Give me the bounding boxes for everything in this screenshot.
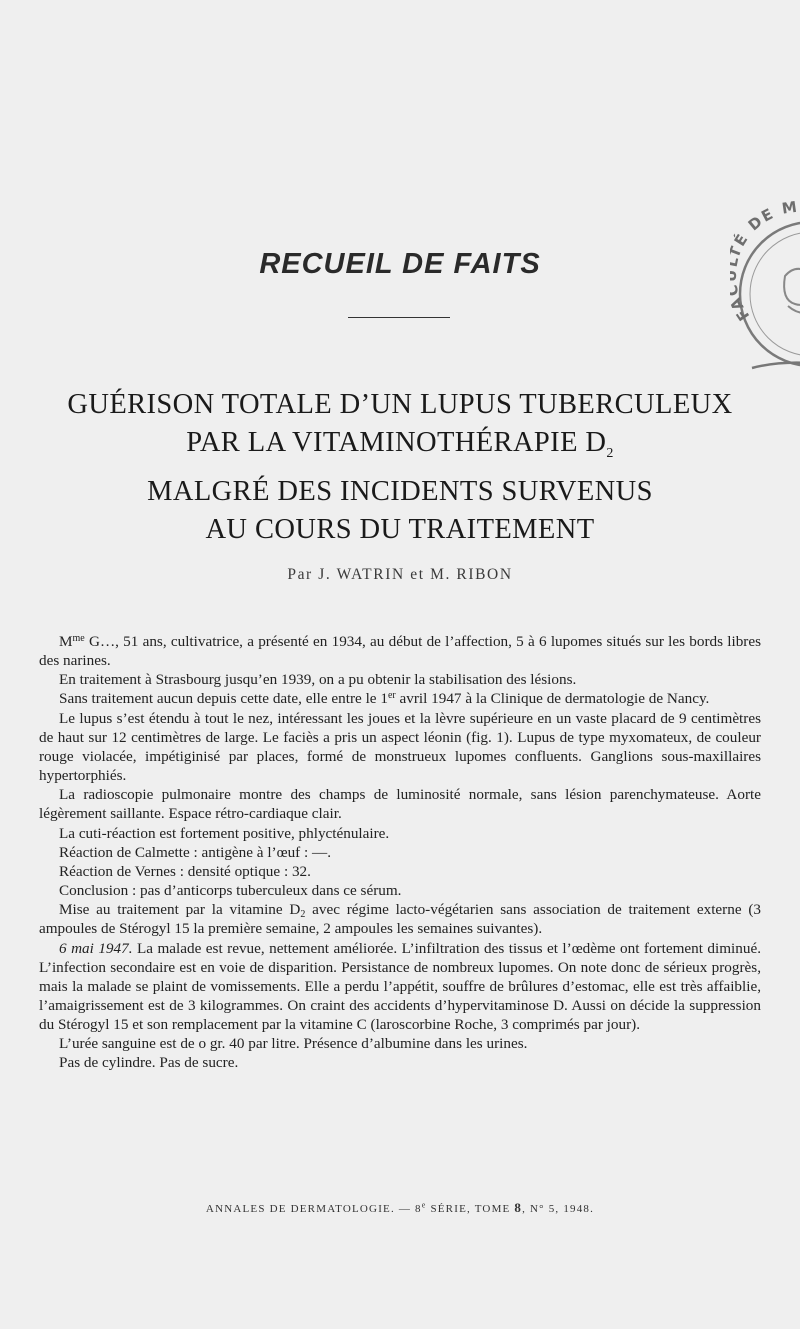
paragraph-text: Sans traitement aucun depuis cette date, elle entre le 1	[59, 690, 388, 708]
paragraph-radioscopy: La radioscopie pulmonaire montre des champs de luminosité normale, sans lésion parenchymateuse. Aorte légèrement saillante. Espace rétro-cardiaque clair.	[39, 786, 761, 823]
section-divider	[348, 317, 450, 318]
paragraph-calmette: Réaction de Calmette : antigène à l’œuf : —.	[59, 843, 332, 861]
paragraph-treatment	[39, 900, 761, 938]
followup-date: 6 mai 1947.	[59, 939, 133, 957]
footer-series: SÉRIE, TOME	[426, 1203, 515, 1215]
paragraph-admission	[39, 689, 761, 708]
footer-issue: , N° 5, 1948.	[522, 1203, 595, 1215]
footer-series-superscript: e	[421, 1200, 427, 1210]
svg-text:FACULTÉ DE M	[730, 198, 800, 324]
paragraph-text: avril 1947 à la Clinique de dermatologie de Nancy.	[395, 690, 710, 708]
paragraph-text: La malade est revue, nettement améliorée. L’infiltration des tissus et l’œdème ont fortement diminué. L’infection secondaire est en voie de disparition. Persistance de nombreux lupomes. On note donc de sérieux progrès, mais la malade se plaint de vomissements. Elle a perdu l’appétit, souffre de brûlures d’estomac, elle est très affaiblie, l’amaigrissement est de 3 kilogrammes. On craint des accidents d’hypervitaminose D. Aussi on décide la suppression du Stérogyl 15 et son remplacement par la vitamine C (laroscorbine Roche, 3 comprimés par jour).	[39, 939, 761, 1034]
footer-journal: ANNALES DE DERMATOLOGIE. — 8	[205, 1203, 422, 1215]
article-body	[39, 632, 761, 1073]
honorific-superscript: me	[72, 633, 85, 644]
ordinal-superscript: er	[387, 690, 396, 702]
library-stamp	[730, 196, 800, 384]
paragraph-strasbourg: En traitement à Strasbourg jusqu’en 1939, on a pu obtenir la stabilisation des lésions.	[59, 671, 577, 689]
paragraph-may-followup	[39, 939, 761, 1035]
paragraph-cuti-reaction: La cuti-réaction est fortement positive, phlycténulaire.	[59, 824, 390, 842]
paragraph-urea: L’urée sanguine est de o gr. 40 par litre. Présence d’albumine dans les urines.	[59, 1035, 528, 1053]
paragraph-text: G…, 51 ans, cultivatrice, a présenté en 1934, au début de l’affection, 5 à 6 lupomes situés sur les bords libres des narines.	[39, 633, 761, 670]
stamp-text: F É DE M	[730, 197, 800, 325]
journal-footer	[0, 1200, 800, 1216]
paragraph-text: Mise au traitement par la vitamine D	[59, 901, 301, 919]
article-authors: Par J. WATRIN et M. RIBON	[287, 566, 513, 583]
title-subscript: 2	[606, 446, 614, 461]
paragraph-text: avec régime lacto-végétarien sans association de traitement externe (3 ampoules de Stérogyl 15 la première semaine, 2 ampoules les semaines suivantes).	[39, 901, 761, 938]
article-title	[0, 386, 800, 549]
paragraph-lupus-description: Le lupus s’est étendu à tout le nez, intéressant les joues et la lèvre supérieure en un vaste placard de 9 centimètres de haut sur 12 centimètres de large. Le faciès a pris un aspect léonin (fig. 1). Lupus de type myxomateux, de couleur rouge violacée, impétiginisé par places, formé de monstrueux lupomes confluents. Ganglions sous-maxillaires hypertorphiés.	[39, 709, 761, 785]
paragraph-patient-history	[39, 632, 761, 670]
title-line-4: AU COURS DU TRAITEMENT	[205, 514, 595, 545]
title-line-3: MALGRÉ DES INCIDENTS SURVENUS	[147, 476, 653, 507]
paragraph-cylinder: Pas de cylindre. Pas de sucre.	[59, 1054, 239, 1072]
paragraph-conclusion: Conclusion : pas d’anticorps tuberculeux dans ce sérum.	[59, 882, 402, 900]
title-line-2	[0, 424, 800, 473]
title-line-2-text: PAR LA VITAMINOTHÉRAPIE D	[186, 427, 607, 458]
honorific: M	[59, 633, 73, 650]
section-title: RECUEIL DE FAITS	[259, 248, 541, 280]
footer-volume: 8	[514, 1200, 523, 1215]
vitamin-subscript: 2	[300, 909, 306, 921]
title-line-1: GUÉRISON TOTALE D’UN LUPUS TUBERCULEUX	[67, 389, 733, 420]
paragraph-vernes: Réaction de Vernes : densité optique : 32.	[59, 862, 311, 880]
